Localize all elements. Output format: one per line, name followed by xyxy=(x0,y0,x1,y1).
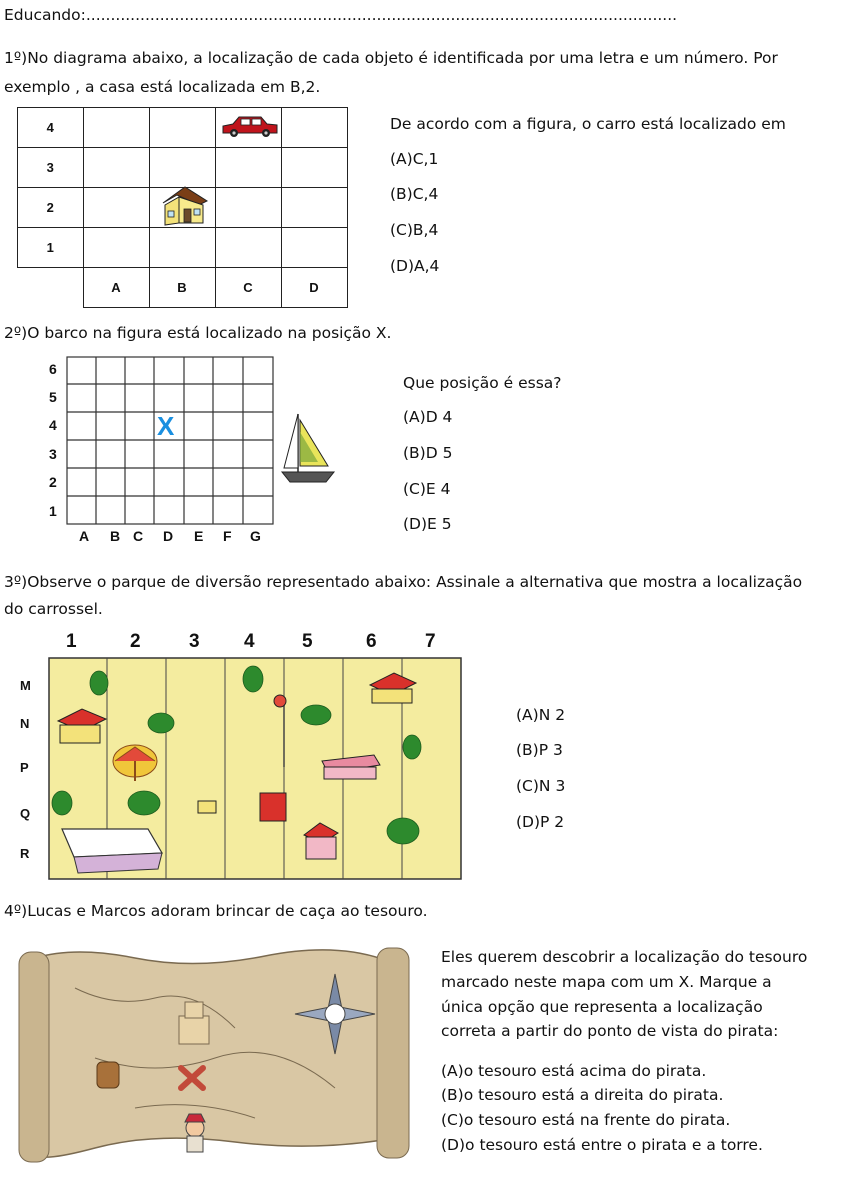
q2-row-label: 4 xyxy=(49,417,57,433)
park-row-label: Q xyxy=(20,806,31,821)
q2-row-label: 2 xyxy=(49,474,57,490)
park-col-label: 4 xyxy=(244,631,255,652)
park-row-label: P xyxy=(20,760,29,775)
q1-prompt: De acordo com a figura, o carro está localizado em xyxy=(390,115,786,133)
car-icon xyxy=(219,115,281,139)
q4-desc-line2: marcado neste mapa com um X. Marque a xyxy=(441,973,772,991)
q2-statement: 2º)O barco na figura está localizado na posição X. xyxy=(4,324,392,342)
q2-row-label: 1 xyxy=(49,503,57,519)
q2-col-label: D xyxy=(163,528,174,544)
q2-col-label: C xyxy=(133,528,144,544)
q1-statement-line2: exemplo , a casa está localizada em B,2. xyxy=(4,78,321,96)
q2-row-label: 5 xyxy=(49,389,57,405)
q1-col-label: D xyxy=(281,268,347,308)
q1-col-label: C xyxy=(215,268,281,308)
park-row-label: R xyxy=(20,846,30,861)
park-col-label: 1 xyxy=(66,631,77,652)
park-row-label: M xyxy=(20,678,31,693)
park-col-label: 7 xyxy=(425,631,436,652)
treasure-map xyxy=(15,938,413,1174)
q4-option-d[interactable]: (D)o tesouro está entre o pirata e a torre. xyxy=(441,1136,763,1154)
q2-col-label: G xyxy=(250,528,261,544)
q3-statement-line2: do carrossel. xyxy=(4,600,103,618)
q4-desc-line1: Eles querem descobrir a localização do tesouro xyxy=(441,948,808,966)
student-name-line: Educando:........................................................................................................................ xyxy=(4,6,678,24)
park-row-label: N xyxy=(20,716,30,731)
q4-option-c[interactable]: (C)o tesouro está na frente do pirata. xyxy=(441,1111,731,1129)
q2-prompt: Que posição é essa? xyxy=(403,374,562,392)
q2-row-label: 6 xyxy=(49,361,57,377)
q1-statement-line1: 1º)No diagrama abaixo, a localização de cada objeto é identificada por uma letra e um número. Por xyxy=(4,49,778,67)
q1-col-label: B xyxy=(149,268,215,308)
park-col-label: 6 xyxy=(366,631,377,652)
q1-row-label: 3 xyxy=(18,148,84,188)
park-col-label: 5 xyxy=(302,631,313,652)
q3-option-d[interactable]: (D)P 2 xyxy=(516,813,565,831)
q1-option-b[interactable]: (B)C,4 xyxy=(390,185,439,203)
house-icon xyxy=(159,185,211,229)
q4-desc-line3: única opção que representa a localização xyxy=(441,998,763,1016)
q1-option-a[interactable]: (A)C,1 xyxy=(390,150,439,168)
q2-col-label: A xyxy=(79,528,90,544)
q4-option-b[interactable]: (B)o tesouro está a direita do pirata. xyxy=(441,1086,724,1104)
q1-col-label: A xyxy=(83,268,149,308)
q1-row-label: 4 xyxy=(18,108,84,148)
q4-statement: 4º)Lucas e Marcos adoram brincar de caça ao tesouro. xyxy=(4,902,428,920)
q1-row-label: 2 xyxy=(18,188,84,228)
q4-desc-line4: correta a partir do ponto de vista do pirata: xyxy=(441,1022,779,1040)
q1-row-label: 1 xyxy=(18,228,84,268)
park-col-label: 2 xyxy=(130,631,141,652)
q2-option-a[interactable]: (A)D 4 xyxy=(403,408,453,426)
q2-option-c[interactable]: (C)E 4 xyxy=(403,480,451,498)
pirate-icon xyxy=(185,1114,205,1152)
q1-option-c[interactable]: (C)B,4 xyxy=(390,221,439,239)
q3-option-b[interactable]: (B)P 3 xyxy=(516,741,563,759)
q3-option-a[interactable]: (A)N 2 xyxy=(516,706,566,724)
q2-option-b[interactable]: (B)D 5 xyxy=(403,444,453,462)
q3-statement-line1: 3º)Observe o parque de diversão representado abaixo: Assinale a alternativa que mostra a localização xyxy=(4,573,803,591)
park-col-label: 3 xyxy=(189,631,200,652)
q2-row-label: 3 xyxy=(49,446,57,462)
sailboat-icon xyxy=(278,410,338,486)
q3-option-c[interactable]: (C)N 3 xyxy=(516,777,566,795)
park-map xyxy=(48,657,462,880)
q2-col-label: B xyxy=(110,528,121,544)
q2-col-label: F xyxy=(223,528,232,544)
q4-option-a[interactable]: (A)o tesouro está acima do pirata. xyxy=(441,1062,707,1080)
q2-option-d[interactable]: (D)E 5 xyxy=(403,515,452,533)
x-marker: X xyxy=(157,411,175,441)
q1-option-d[interactable]: (D)A,4 xyxy=(390,257,440,275)
q2-col-label: E xyxy=(194,528,204,544)
